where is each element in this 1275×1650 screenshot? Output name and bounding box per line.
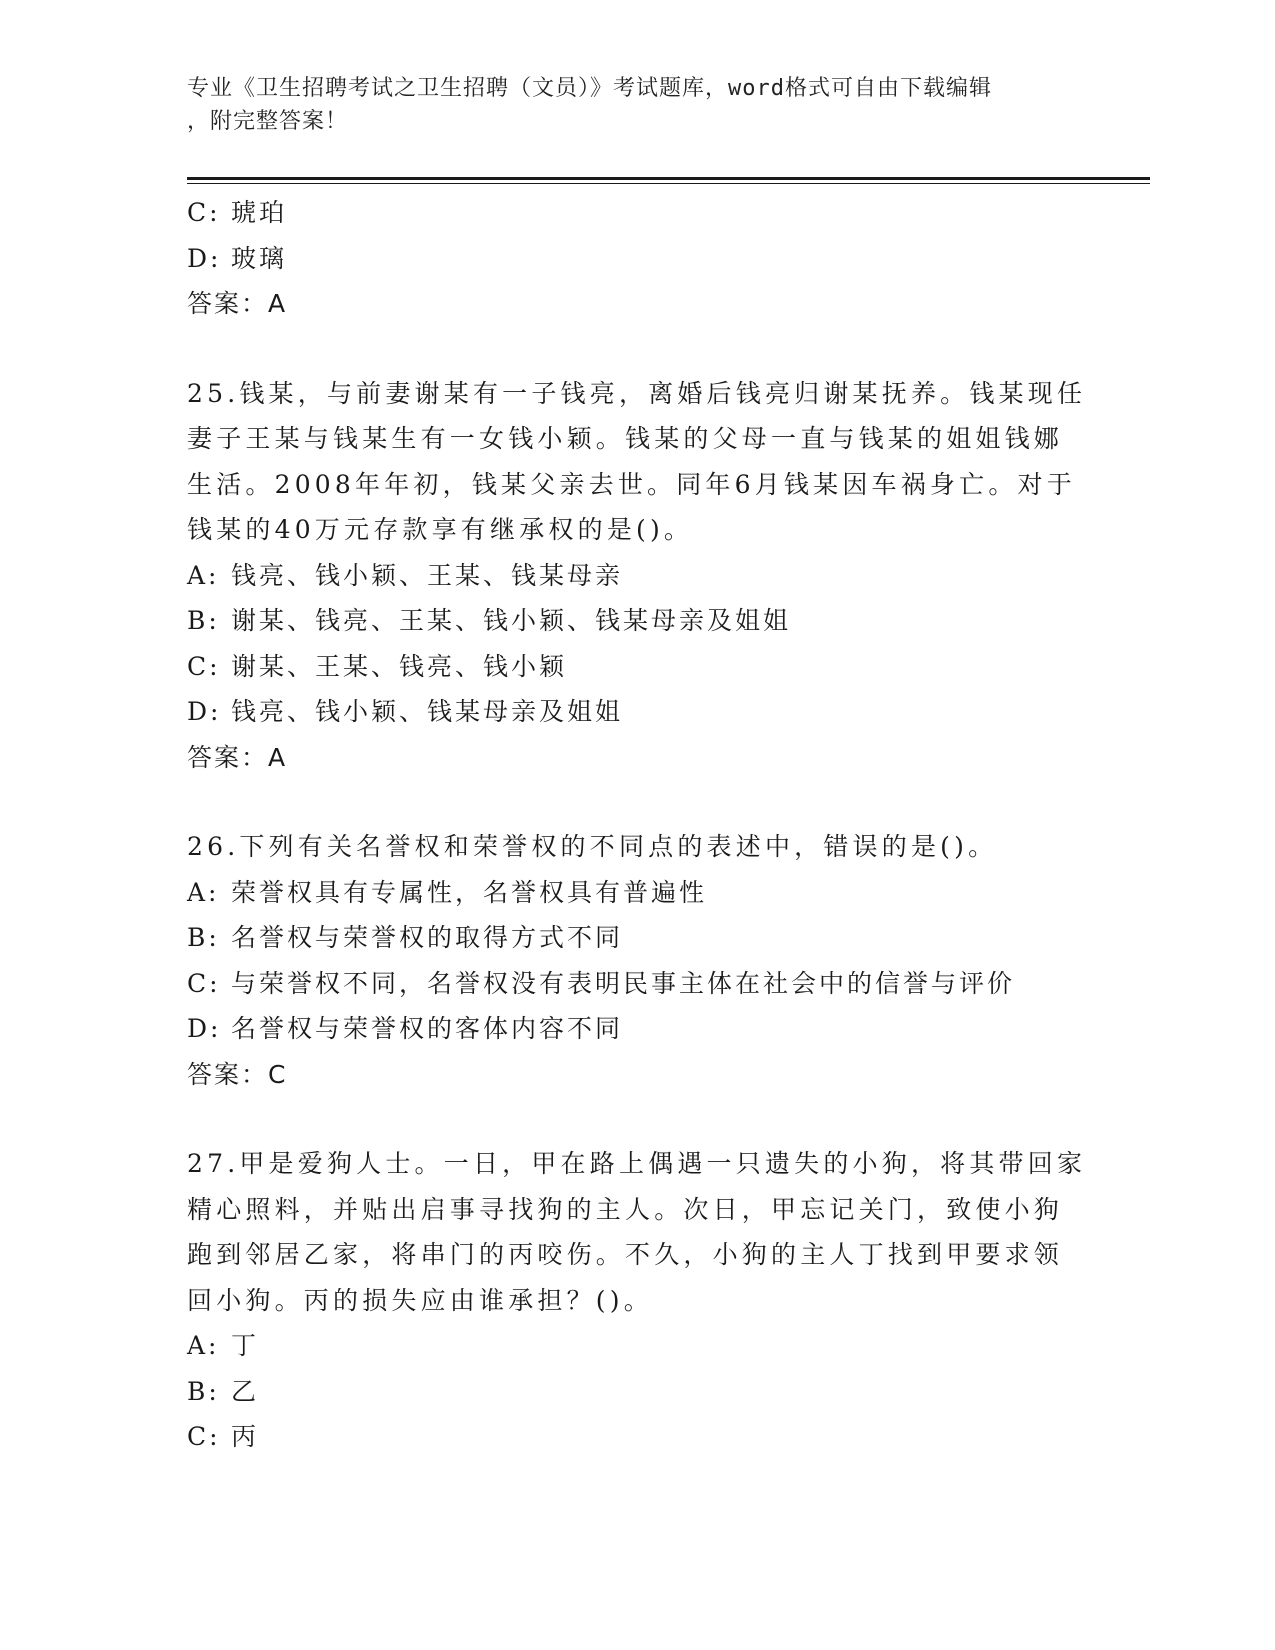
option-d (187, 689, 1087, 735)
option-c (187, 961, 1087, 1007)
answer-line: 答案：A (187, 289, 288, 318)
header-divider-thick (187, 177, 1150, 180)
header-line-1: 专业《卫生招聘考试之卫生招聘（文员）》考试题库，word格式可自由下载编辑 (187, 76, 992, 101)
option-d (187, 1006, 1087, 1052)
option-text: 名誉权与荣誉权的取得方式不同 (231, 923, 624, 952)
option-text: 琥珀 (231, 198, 288, 227)
question-line: 回小狗。丙的损失应由谁承担？()。 (187, 1285, 653, 1315)
question-26 (187, 824, 1087, 1097)
option-d (187, 236, 1087, 282)
option-label: C: (187, 198, 221, 227)
option-text: 钱亮、钱小颖、王某、钱某母亲 (231, 560, 624, 590)
question-stem (187, 371, 1087, 553)
option-label: C: (187, 968, 221, 998)
question-line: 27.甲是爱狗人士。一日，甲在路上偶遇一只遗失的小狗，将其带回家 (187, 1149, 1087, 1178)
option-a (187, 553, 1087, 599)
option-label: D: (187, 1014, 222, 1043)
option-text: 丁 (231, 1331, 260, 1360)
option-a (187, 870, 1087, 916)
header-divider-thin (187, 183, 1150, 184)
question-line: 26.下列有关名誉权和荣誉权的不同点的表述中，错误的是()。 (187, 832, 998, 861)
question-25 (187, 371, 1087, 781)
option-b (187, 1369, 1087, 1415)
answer-line: 答案：A (187, 742, 288, 772)
option-c (187, 190, 1087, 236)
answer-line: 答案：C (187, 1059, 288, 1089)
option-label: D: (187, 243, 222, 273)
option-text: 与荣誉权不同，名誉权没有表明民事主体在社会中的信誉与评价 (231, 968, 1016, 998)
question-line: 25.钱某，与前妻谢某有一子钱亮，离婚后钱亮归谢某抚养。钱某现任 (187, 378, 1087, 408)
question-list (187, 190, 1087, 1460)
option-text: 钱亮、钱小颖、钱某母亲及姐姐 (231, 697, 624, 726)
option-text: 乙 (231, 1376, 260, 1406)
option-label: A: (187, 877, 220, 907)
option-c (187, 644, 1087, 690)
question-stem (187, 1141, 1087, 1323)
option-b (187, 915, 1087, 961)
question-line: 钱某的40万元存款享有继承权的是()。 (187, 515, 694, 544)
question-27 (187, 1141, 1087, 1460)
option-c (187, 1414, 1087, 1460)
option-label: C: (187, 651, 221, 681)
option-text: 玻璃 (231, 243, 288, 273)
option-label: B: (187, 606, 220, 635)
option-text: 谢某、钱亮、王某、钱小颖、钱某母亲及姐姐 (231, 606, 792, 635)
option-text: 丙 (231, 1422, 260, 1451)
option-a (187, 1323, 1087, 1369)
question-line: 生活。2008年年初，钱某父亲去世。同年6月钱某因车祸身亡。对于 (187, 469, 1076, 499)
question-stem (187, 824, 1087, 870)
option-label: B: (187, 1376, 220, 1406)
option-text: 名誉权与荣誉权的客体内容不同 (231, 1014, 624, 1043)
option-text: 荣誉权具有专属性，名誉权具有普遍性 (231, 877, 708, 907)
option-label: A: (187, 560, 220, 590)
question-line: 妻子王某与钱某生有一女钱小颖。钱某的父母一直与钱某的姐姐钱娜 (187, 424, 1064, 453)
question-line: 跑到邻居乙家，将串门的丙咬伤。不久，小狗的主人丁找到甲要求领 (187, 1240, 1064, 1269)
option-label: D: (187, 697, 222, 726)
document-header (187, 72, 1067, 138)
header-line-2: ，附完整答案！ (187, 109, 349, 134)
prev-question-options (187, 190, 1087, 327)
option-label: B: (187, 923, 220, 952)
option-b (187, 598, 1087, 644)
option-label: C: (187, 1422, 221, 1451)
option-text: 谢某、王某、钱亮、钱小颖 (231, 651, 568, 681)
option-label: A: (187, 1331, 220, 1360)
question-line: 精心照料，并贴出启事寻找狗的主人。次日，甲忘记关门，致使小狗 (187, 1194, 1064, 1224)
